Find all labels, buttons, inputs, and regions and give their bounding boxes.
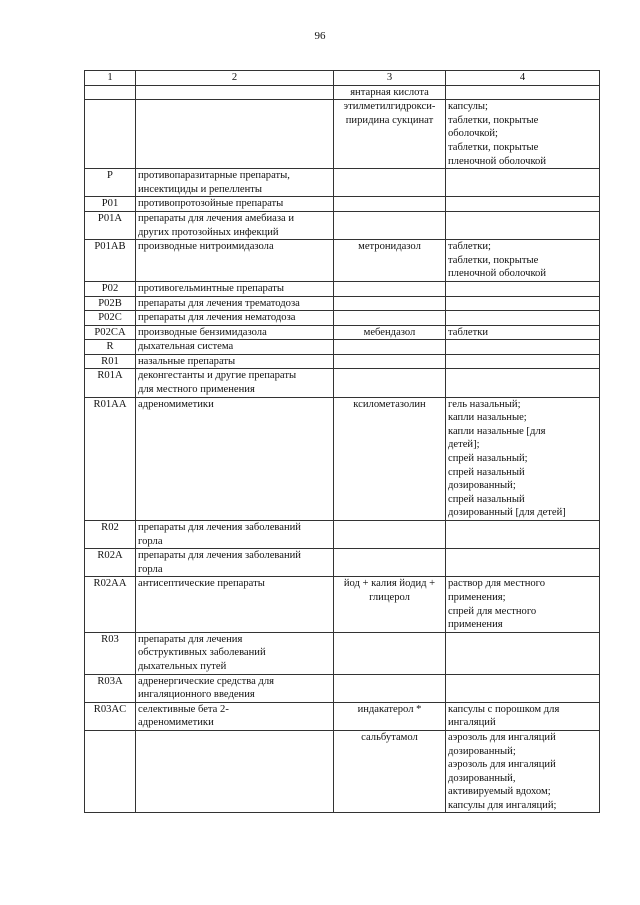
drug-name-cell: мебендазол xyxy=(334,325,446,340)
drug-name-cell: индакатерол * xyxy=(334,702,446,730)
dosage-form-cell xyxy=(446,340,600,355)
table-row xyxy=(85,85,600,100)
table-row xyxy=(85,296,600,311)
dosage-form-cell xyxy=(446,169,600,197)
header-col-3: 3 xyxy=(334,71,446,86)
table-row xyxy=(85,549,600,577)
atc-code-cell: P02C xyxy=(85,311,136,326)
atc-code-cell: P01 xyxy=(85,197,136,212)
atc-code-cell: R03 xyxy=(85,632,136,674)
drug-name-cell xyxy=(334,369,446,397)
atc-code-cell: P xyxy=(85,169,136,197)
drug-name-cell xyxy=(334,521,446,549)
dosage-form-cell: капсулы с порошком для ингаляций xyxy=(446,702,600,730)
dosage-form-cell: таблетки; таблетки, покрытые пленочной оболочкой xyxy=(446,240,600,282)
drug-name-cell: сальбутамол xyxy=(334,730,446,813)
table-row xyxy=(85,340,600,355)
atc-group-cell: селективные бета 2- адреномиметики xyxy=(136,702,334,730)
drug-name-cell xyxy=(334,674,446,702)
atc-group-cell: препараты для лечения заболеваний горла xyxy=(136,549,334,577)
atc-code-cell: R01 xyxy=(85,354,136,369)
atc-code-cell: P02B xyxy=(85,296,136,311)
drug-name-cell: ксилометазолин xyxy=(334,397,446,520)
drug-name-cell xyxy=(334,549,446,577)
atc-group-cell xyxy=(136,85,334,100)
atc-group-cell: противопаразитарные препараты, инсектициды и репелленты xyxy=(136,169,334,197)
atc-code-cell: R01AA xyxy=(85,397,136,520)
header-col-2: 2 xyxy=(136,71,334,86)
dosage-form-cell xyxy=(446,521,600,549)
dosage-form-cell xyxy=(446,281,600,296)
page-number: 96 xyxy=(314,30,326,42)
drug-name-cell xyxy=(334,340,446,355)
drug-name-cell xyxy=(334,169,446,197)
drug-name-cell xyxy=(334,311,446,326)
dosage-form-cell: гель назальный; капли назальные; капли назальные [для детей]; спрей назальный; спрей назальный дозированный; спрей назальный дозированный [для детей] xyxy=(446,397,600,520)
drug-name-cell xyxy=(334,197,446,212)
table-row xyxy=(85,702,600,730)
dosage-form-cell xyxy=(446,211,600,239)
atc-code-cell: R xyxy=(85,340,136,355)
table-row xyxy=(85,397,600,520)
table-row xyxy=(85,354,600,369)
atc-group-cell xyxy=(136,100,334,169)
dosage-form-cell xyxy=(446,85,600,100)
drug-name-cell xyxy=(334,354,446,369)
atc-code-cell: P02CA xyxy=(85,325,136,340)
header-row xyxy=(85,71,600,86)
dosage-form-cell xyxy=(446,674,600,702)
atc-code-cell xyxy=(85,730,136,813)
atc-code-cell xyxy=(85,100,136,169)
dosage-form-cell xyxy=(446,354,600,369)
atc-group-cell: производные бензимидазола xyxy=(136,325,334,340)
atc-group-cell: препараты для лечения обструктивных заболеваний дыхательных путей xyxy=(136,632,334,674)
dosage-form-cell xyxy=(446,296,600,311)
drug-name-cell xyxy=(334,281,446,296)
table-row xyxy=(85,577,600,632)
atc-group-cell: адреномиметики xyxy=(136,397,334,520)
atc-group-cell: назальные препараты xyxy=(136,354,334,369)
atc-code-cell: R02 xyxy=(85,521,136,549)
table-row xyxy=(85,369,600,397)
atc-group-cell: препараты для лечения амебиаза и других протозойных инфекций xyxy=(136,211,334,239)
atc-group-cell: производные нитроимидазола xyxy=(136,240,334,282)
drug-name-cell: этилметилгидрокси- пиридина сукцинат xyxy=(334,100,446,169)
table-row xyxy=(85,169,600,197)
table-row xyxy=(85,281,600,296)
table-row xyxy=(85,632,600,674)
table-row xyxy=(85,311,600,326)
dosage-form-cell: аэрозоль для ингаляций дозированный; аэрозоль для ингаляций дозированный, активируемый вдохом; капсулы для ингаляций; xyxy=(446,730,600,813)
atc-code-cell: P02 xyxy=(85,281,136,296)
table-row xyxy=(85,325,600,340)
dosage-form-cell: капсулы; таблетки, покрытые оболочкой; таблетки, покрытые пленочной оболочкой xyxy=(446,100,600,169)
table-row xyxy=(85,240,600,282)
atc-group-cell: препараты для лечения нематодоза xyxy=(136,311,334,326)
dosage-form-cell xyxy=(446,549,600,577)
atc-code-cell: P01AB xyxy=(85,240,136,282)
drug-name-cell: метронидазол xyxy=(334,240,446,282)
table-row xyxy=(85,730,600,813)
atc-group-cell: дыхательная система xyxy=(136,340,334,355)
atc-group-cell: адренергические средства для ингаляционного введения xyxy=(136,674,334,702)
table-row xyxy=(85,521,600,549)
dosage-form-cell xyxy=(446,197,600,212)
table-row xyxy=(85,211,600,239)
atc-group-cell: препараты для лечения заболеваний горла xyxy=(136,521,334,549)
header-col-4: 4 xyxy=(446,71,600,86)
header-col-1: 1 xyxy=(85,71,136,86)
dosage-form-cell xyxy=(446,632,600,674)
dosage-form-cell xyxy=(446,369,600,397)
atc-code-cell: R01A xyxy=(85,369,136,397)
atc-group-cell: антисептические препараты xyxy=(136,577,334,632)
drug-name-cell xyxy=(334,296,446,311)
drug-name-cell xyxy=(334,632,446,674)
dosage-form-cell: таблетки xyxy=(446,325,600,340)
table-row xyxy=(85,100,600,169)
atc-group-cell: противопротозойные препараты xyxy=(136,197,334,212)
table-row xyxy=(85,197,600,212)
table-body xyxy=(85,85,600,813)
dosage-form-cell xyxy=(446,311,600,326)
drug-name-cell xyxy=(334,211,446,239)
atc-code-cell: R03AC xyxy=(85,702,136,730)
atc-code-cell xyxy=(85,85,136,100)
atc-group-cell: противогельминтные препараты xyxy=(136,281,334,296)
atc-group-cell xyxy=(136,730,334,813)
atc-group-cell: препараты для лечения трематодоза xyxy=(136,296,334,311)
drug-table xyxy=(84,70,600,813)
atc-code-cell: P01A xyxy=(85,211,136,239)
atc-code-cell: R02A xyxy=(85,549,136,577)
drug-name-cell: йод + калия йодид + глицерол xyxy=(334,577,446,632)
atc-code-cell: R02AA xyxy=(85,577,136,632)
atc-code-cell: R03A xyxy=(85,674,136,702)
dosage-form-cell: раствор для местного применения; спрей для местного применения xyxy=(446,577,600,632)
drug-name-cell: янтарная кислота xyxy=(334,85,446,100)
table-row xyxy=(85,674,600,702)
atc-group-cell: деконгестанты и другие препараты для местного применения xyxy=(136,369,334,397)
